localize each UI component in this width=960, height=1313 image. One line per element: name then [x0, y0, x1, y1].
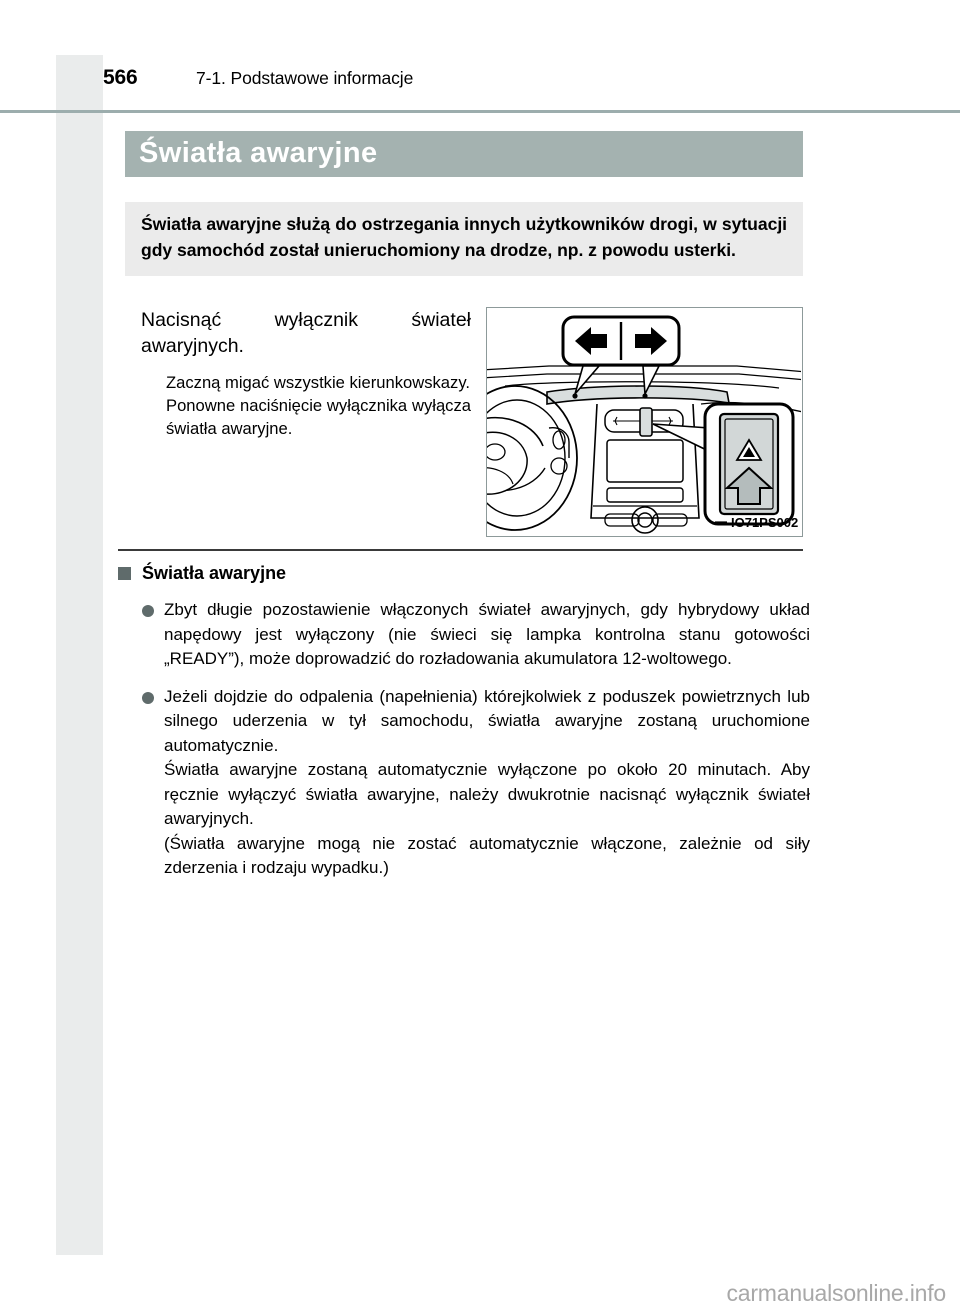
notes-divider-rule — [118, 549, 803, 551]
site-watermark: carmanualsonline.info — [726, 1280, 946, 1306]
instruction-column — [141, 307, 471, 440]
note-paragraph: Zbyt długie pozostawienie włączonych świateł awaryjnych, gdy hybrydowy układ napędowy jest wyłączony (nie świeci się lampka kontrolna stanu gotowości „READY”), może doprowadzić do rozładowania akumulatora 12-woltowego. — [164, 600, 810, 668]
figure-code-label: IO71PS002 — [731, 515, 799, 530]
page-header — [0, 66, 960, 108]
instruction-sub-1: Zaczną migać wszystkie kierunkowskazy. — [166, 373, 471, 392]
section-title-band — [125, 131, 803, 177]
header-section-title: 7-1. Podstawowe informacje — [196, 68, 414, 88]
page-edge-index-tab — [56, 55, 103, 1255]
page-title: Światła awaryjne — [139, 137, 378, 169]
lead-callout-box — [125, 202, 803, 276]
note-paragraph: Światła awaryjne zostaną automatycznie wyłączone po około 20 minutach. Aby ręcznie wyłączyć światła awaryjne, należy dwukrotnie nacisnąć wyłącznik świateł awaryjnych. — [164, 760, 810, 828]
instruction-main-step: Nacisnąć wyłącznik świateł awaryjnych. — [141, 309, 471, 357]
list-item — [118, 598, 810, 672]
note-body — [164, 598, 810, 672]
instruction-sub-2: Ponowne naciśnięcie wyłącznika wyłącza światła awaryjne. — [166, 396, 471, 438]
note-paragraph: Jeżeli dojdzie do odpalenia (napełnienia) którejkolwiek z poduszek powietrznych lub silnego uderzenia w tył samochodu, światła awaryjne zostaną uruchomione automatycznie. — [164, 686, 810, 755]
dot-bullet-icon — [142, 692, 154, 704]
note-paragraph: (Światła awaryjne mogą nie zostać automatycznie włączone, zależnie od siły zderzenia i rodzaju wypadku.) — [164, 833, 810, 877]
header-divider-rule — [0, 110, 960, 113]
dashboard-illustration-svg — [487, 308, 801, 535]
lead-callout-text: Światła awaryjne służą do ostrzegania innych użytkowników drogi, w sytuacji gdy samochód został unieruchomiony na drodze, np. z powodu usterki. — [141, 214, 787, 260]
notes-section — [118, 561, 810, 881]
square-bullet-icon — [118, 567, 131, 580]
instruction-sub-notes — [166, 371, 471, 440]
dashboard-illustration-figure — [486, 307, 803, 537]
dot-bullet-icon — [142, 605, 154, 617]
page-number: 566 — [103, 66, 138, 89]
notes-heading-text: Światła awaryjne — [142, 563, 287, 583]
list-item — [118, 685, 810, 881]
notes-heading-row — [118, 561, 810, 585]
note-body — [164, 685, 810, 881]
